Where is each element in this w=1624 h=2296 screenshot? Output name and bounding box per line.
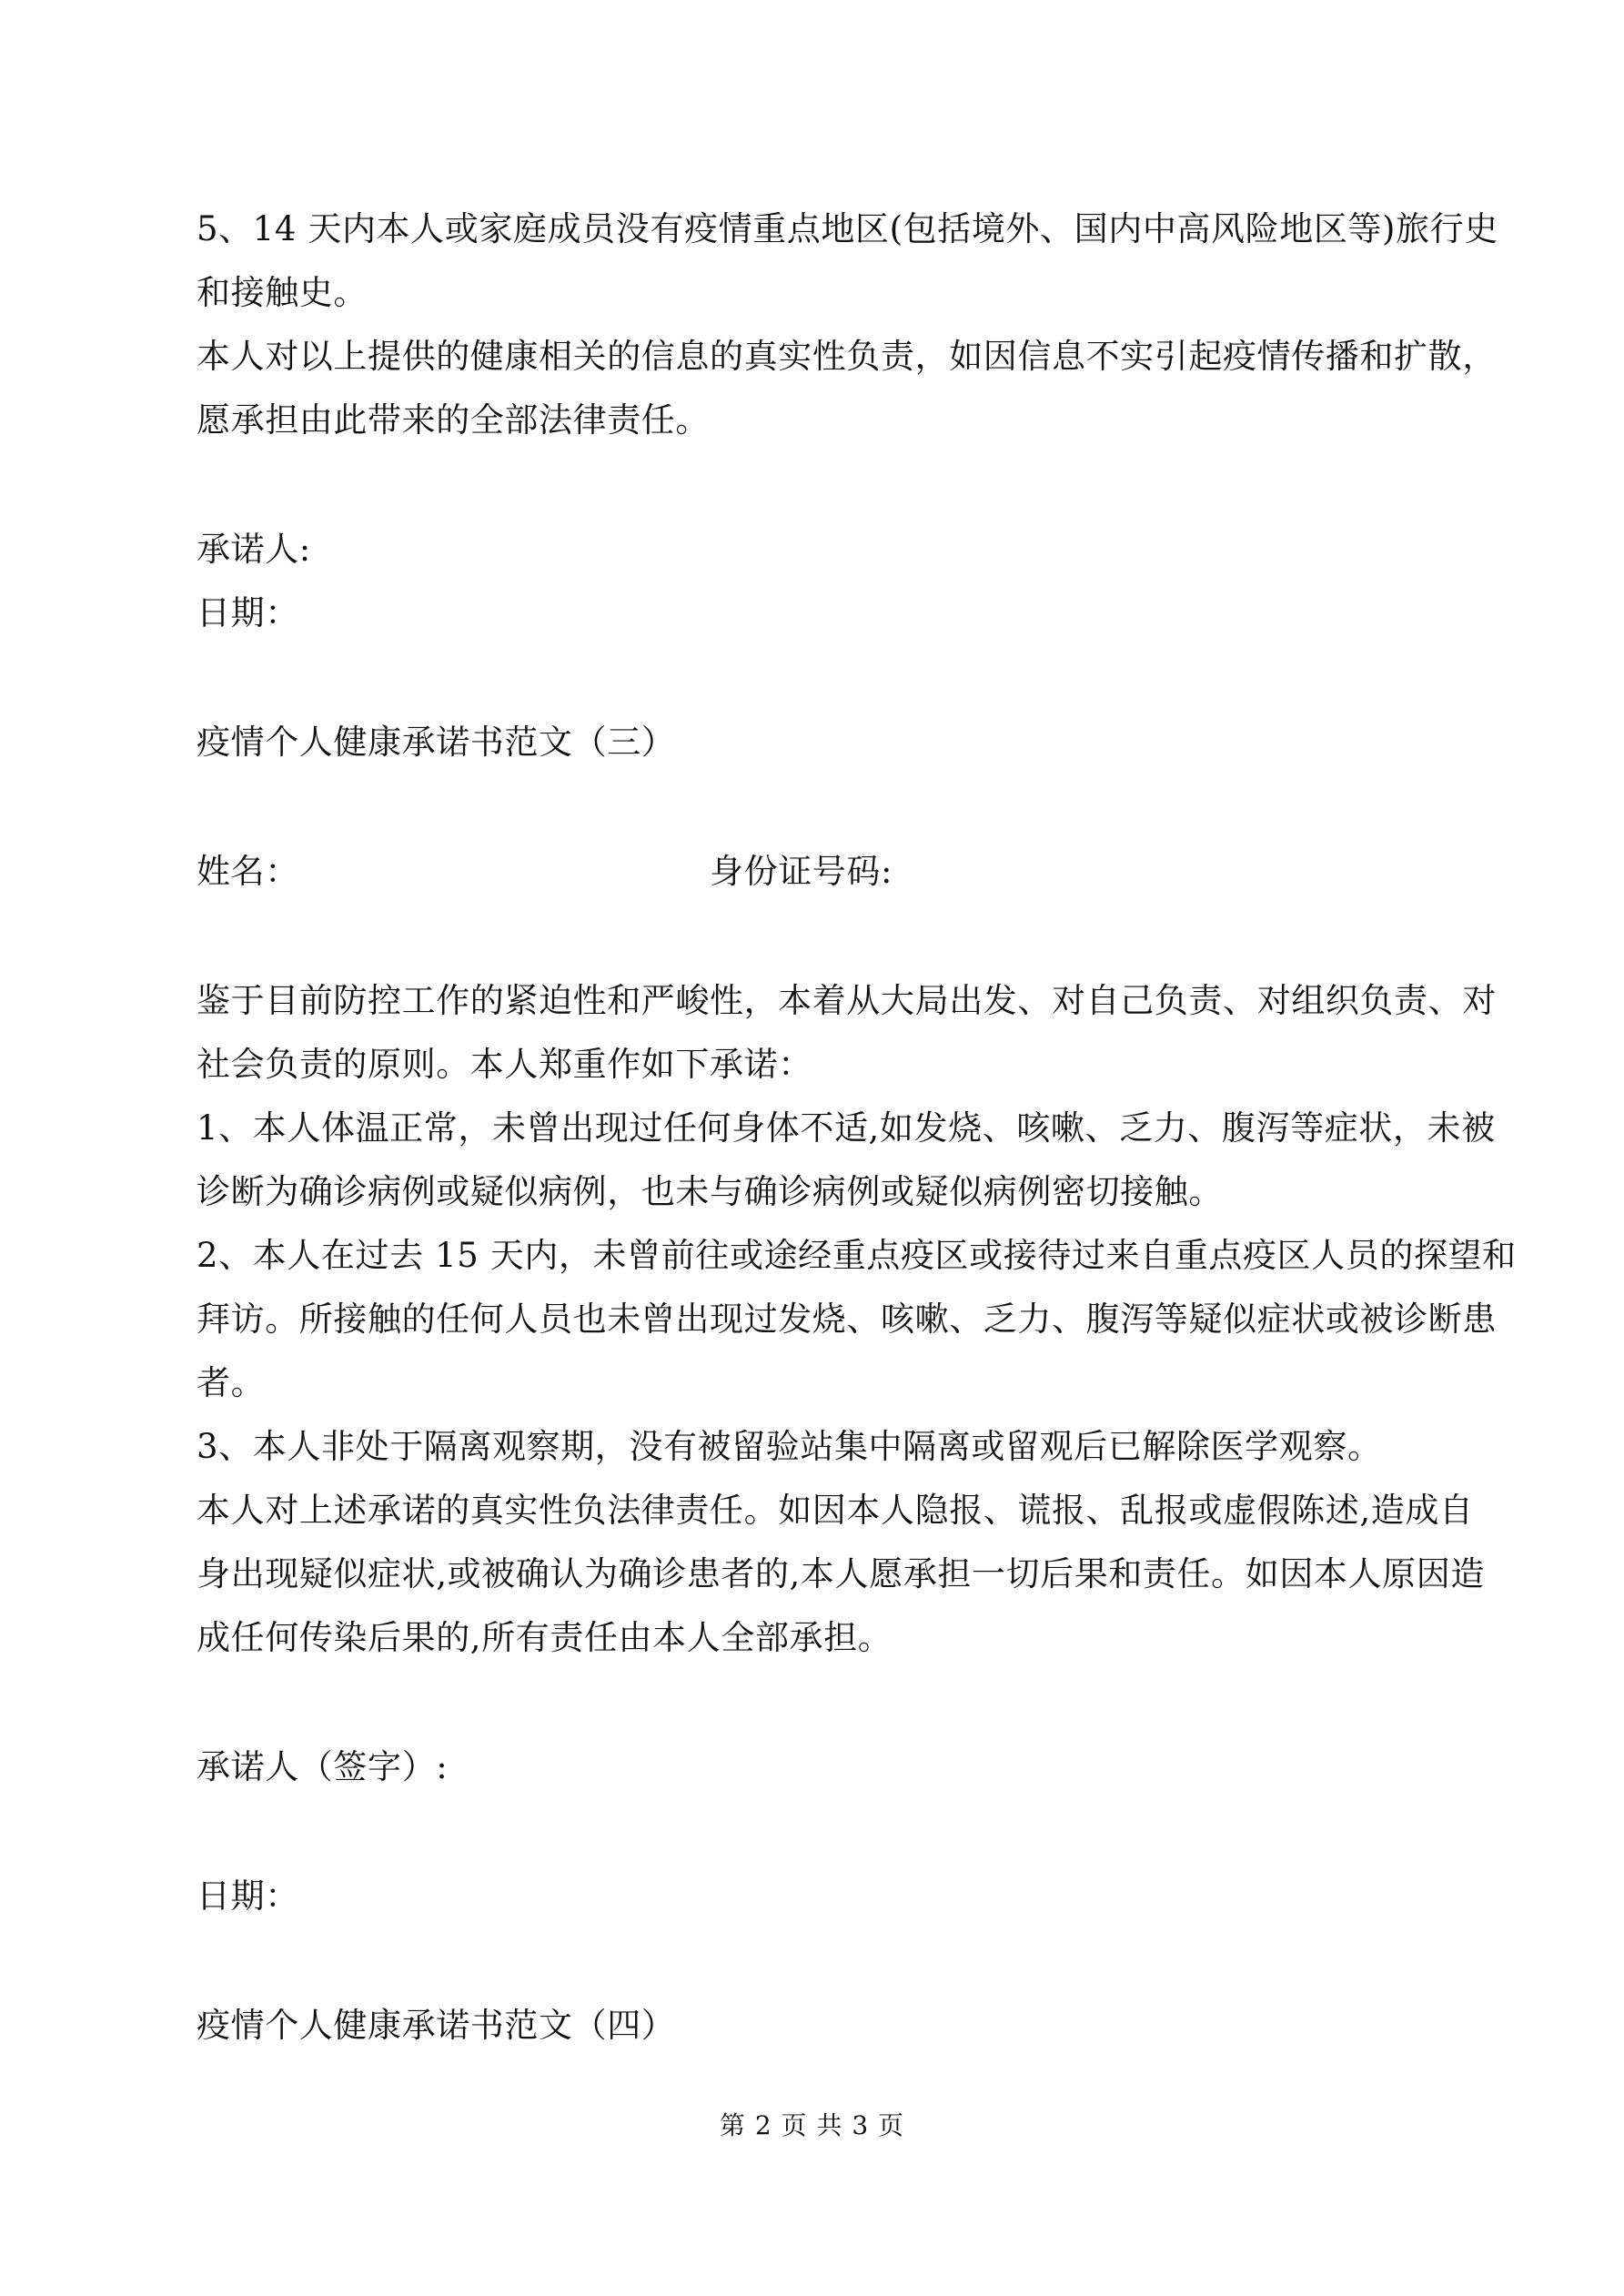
promisor-label: 承诺人: xyxy=(197,530,311,569)
responsibility-line-1: 本人对以上提供的健康相关的信息的真实性负责，如因信息不实引起疫情传播和扩散， xyxy=(197,337,1497,376)
item3-line-1: 3、本人非处于隔离观察期，没有被留验站集中隔离或留观后已解除医学观察。 xyxy=(197,1427,1382,1466)
item2-line-2: 拜访。所接触的任何人员也未曾出现过发烧、咳嗽、乏力、腹泻等疑似症状或被诊断患 xyxy=(197,1300,1497,1339)
item2-line-1: 2、本人在过去 15 天内，未曾前往或途经重点疫区或接待过来自重点疫区人员的探望和 xyxy=(197,1236,1517,1275)
item5-line-1: 5、14 天内本人或家庭成员没有疫情重点地区(包括境外、国内中高风险地区等)旅行史 xyxy=(197,209,1498,248)
intro-line-2: 社会负责的原则。本人郑重作如下承诺： xyxy=(197,1045,812,1084)
signature-label: 承诺人（签字）: xyxy=(197,1747,449,1786)
id-number-label: 身份证号码: xyxy=(710,852,893,891)
legal-line-1: 本人对上述承诺的真实性负法律责任。如因本人隐报、谎报、乱报或虚假陈述,造成自 xyxy=(197,1491,1474,1530)
responsibility-line-2: 愿承担由此带来的全部法律责任。 xyxy=(197,400,710,440)
section-title-4: 疫情个人健康承诺书范文（四） xyxy=(197,2006,676,2045)
page-indicator: 第 2 页 共 3 页 xyxy=(719,2110,905,2140)
legal-line-2: 身出现疑似症状,或被确认为确诊患者的,本人愿承担一切后果和责任。如因本人原因造 xyxy=(197,1554,1485,1593)
date-label-1: 日期： xyxy=(197,593,299,632)
name-label: 姓名： xyxy=(197,852,299,891)
section-title-3: 疫情个人健康承诺书范文（三） xyxy=(197,723,676,762)
item1-line-1: 1、本人体温正常，未曾出现过任何身体不适,如发烧、咳嗽、乏力、腹泻等症状，未被 xyxy=(197,1108,1496,1148)
legal-line-3: 成任何传染后果的,所有责任由本人全部承担。 xyxy=(197,1618,893,1657)
intro-line-1: 鉴于目前防控工作的紧迫性和严峻性，本着从大局出发、对自己负责、对组织负责、对 xyxy=(197,981,1497,1020)
date-label-2: 日期： xyxy=(197,1876,299,1916)
item2-line-3: 者。 xyxy=(197,1363,266,1402)
item1-line-2: 诊断为确诊病例或疑似病例，也未与确诊病例或疑似病例密切接触。 xyxy=(197,1172,1223,1211)
item5-line-2: 和接触史。 xyxy=(197,273,368,312)
